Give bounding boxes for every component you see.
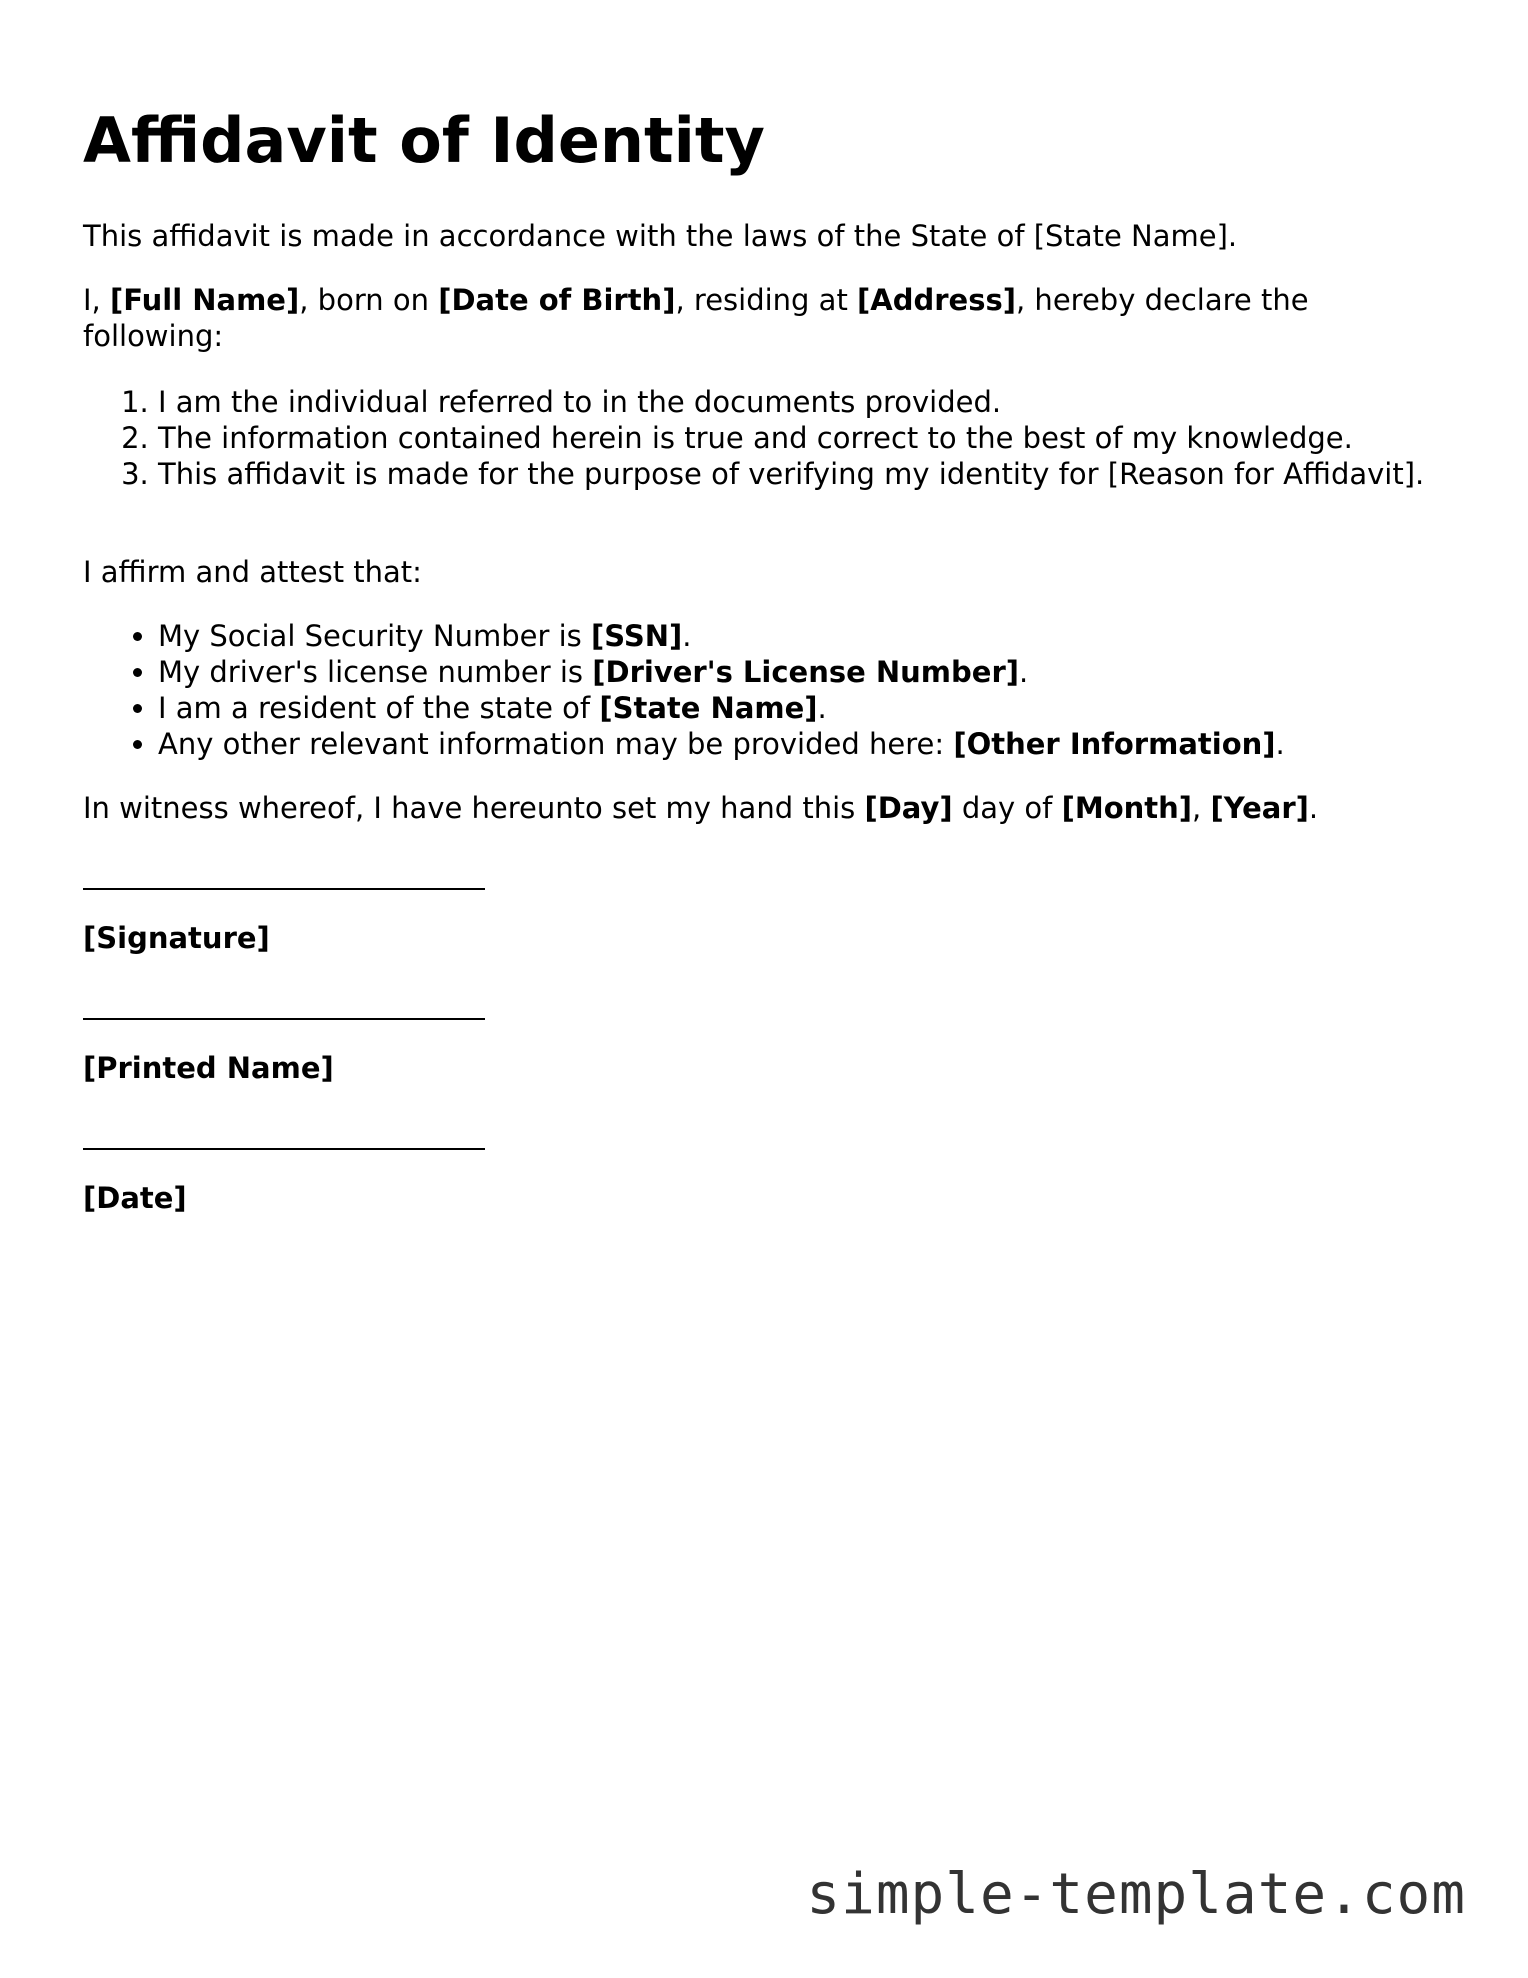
attest-text: My Social Security Number is [158, 619, 592, 653]
other-information-field: [Other Information] [953, 727, 1276, 761]
document-title: Affidavit of Identity [83, 104, 765, 177]
printed-name-label: [Printed Name] [83, 1051, 334, 1085]
date-line [83, 1148, 485, 1150]
list-item [158, 654, 1458, 690]
list-item [158, 690, 1458, 726]
year-field: [Year] [1210, 791, 1309, 825]
attest-text: . [1019, 655, 1029, 689]
attest-text: . [817, 691, 827, 725]
declaration-text: , born on [299, 283, 439, 317]
state-name-field: [State Name] [599, 691, 818, 725]
attest-text: I am a resident of the state of [158, 691, 600, 725]
signature-label: [Signature] [83, 921, 270, 955]
watermark: simple-template.com [806, 1862, 1466, 1927]
date-label: [Date] [83, 1181, 187, 1215]
printed-name-line [83, 1018, 485, 1020]
list-item: 1. I am the individual referred to in the documents provided. [158, 384, 1458, 420]
month-field: [Month] [1061, 791, 1193, 825]
list-item [158, 618, 1458, 654]
attest-list [83, 618, 1458, 762]
declaration-paragraph [83, 282, 1383, 354]
date-of-birth-field: [Date of Birth] [438, 283, 676, 317]
full-name-field: [Full Name] [110, 283, 300, 317]
declaration-text: , residing at [675, 283, 858, 317]
attest-text: . [1275, 727, 1285, 761]
ssn-field: [SSN] [591, 619, 683, 653]
witness-paragraph [83, 790, 1383, 826]
intro-paragraph: This affidavit is made in accordance with the laws of the State of [State Name]. [83, 219, 1238, 253]
affirm-heading: I affirm and attest that: [83, 555, 422, 589]
day-field: [Day] [864, 791, 953, 825]
list-item [158, 726, 1458, 762]
declaration-text: , hereby declare the following: [83, 283, 1309, 353]
attest-text: My driver's license number is [158, 655, 593, 689]
list-item: 2. The information contained herein is true and correct to the best of my knowledge. [158, 420, 1458, 456]
witness-text: day of [952, 791, 1062, 825]
attest-text: . [682, 619, 692, 653]
attest-text: Any other relevant information may be provided here: [158, 727, 954, 761]
address-field: [Address] [857, 283, 1016, 317]
signature-line [83, 888, 485, 890]
witness-text: , [1192, 791, 1211, 825]
witness-text: . [1308, 791, 1319, 825]
declaration-list [83, 384, 1458, 492]
declaration-text: I, [83, 283, 110, 317]
drivers-license-field: [Driver's License Number] [592, 655, 1019, 689]
witness-text: In witness whereof, I have hereunto set my hand this [83, 791, 865, 825]
list-item: 3. This affidavit is made for the purpose of verifying my identity for [Reason for Affidavit]. [158, 456, 1458, 492]
